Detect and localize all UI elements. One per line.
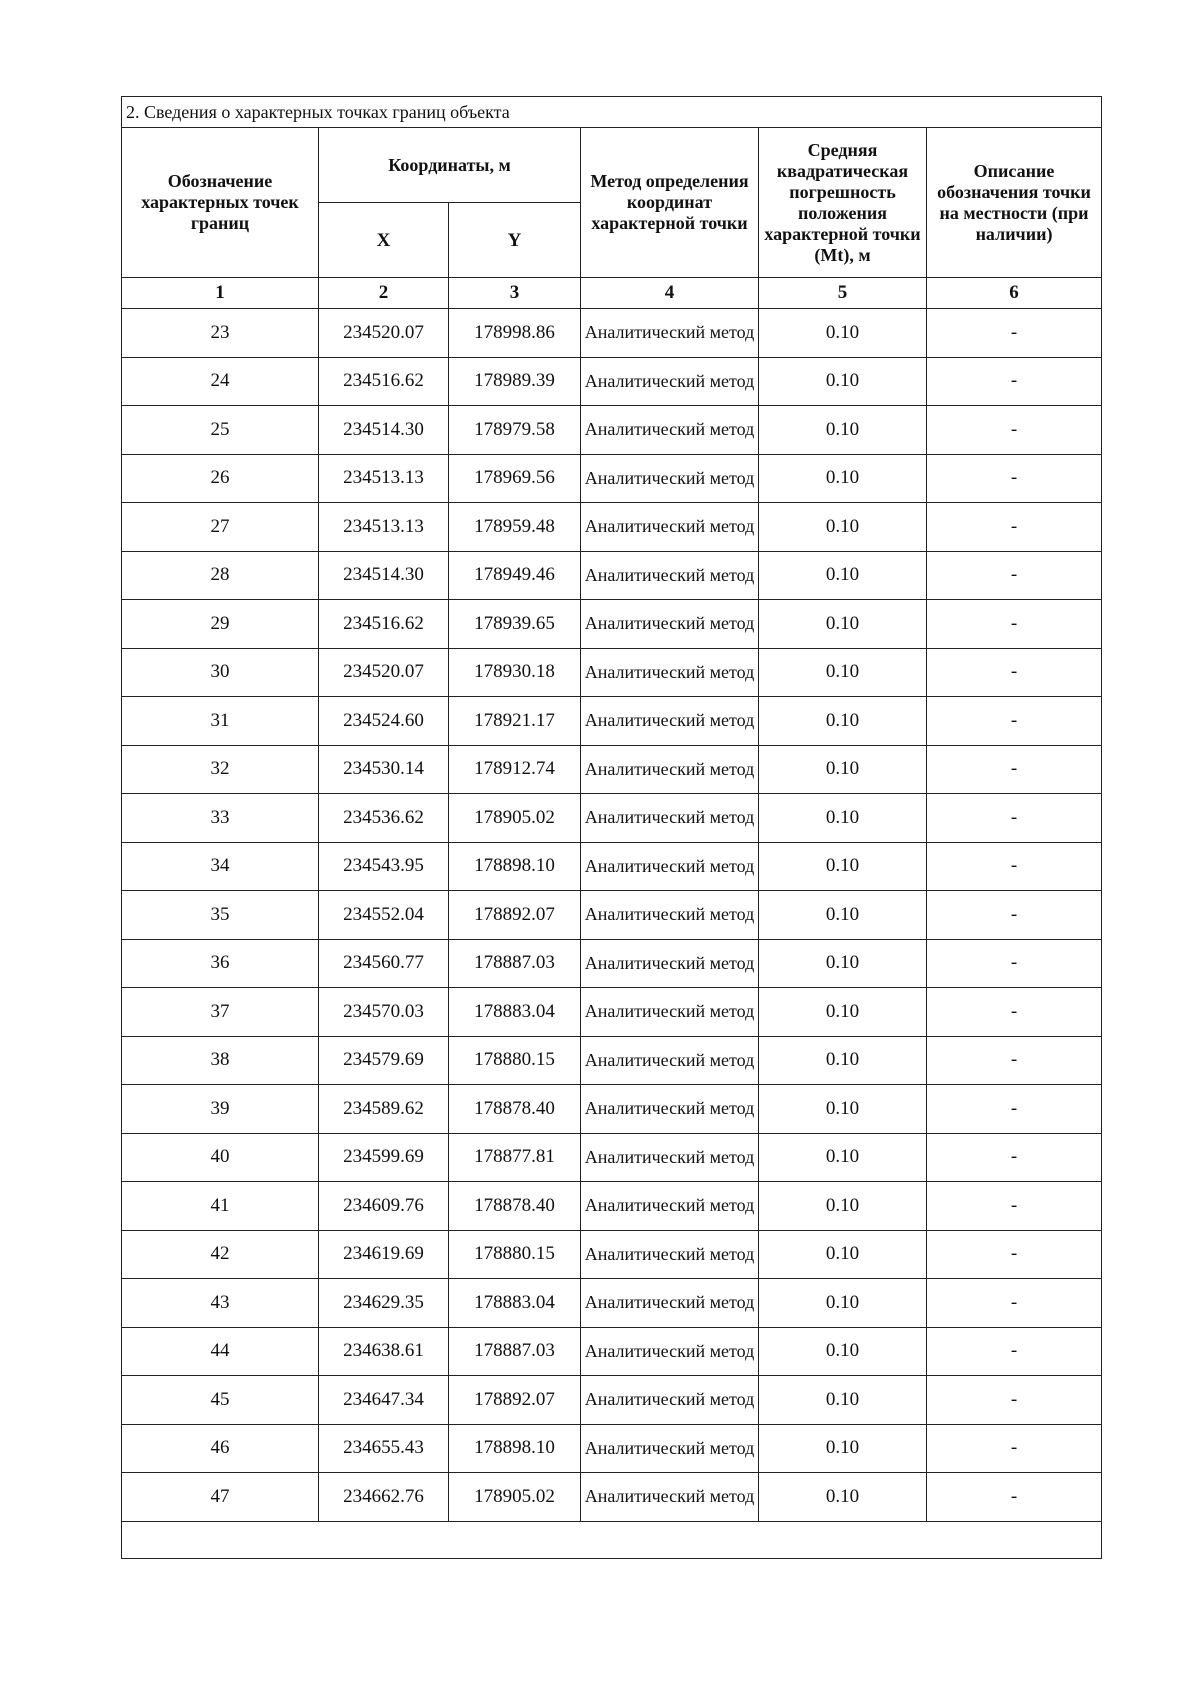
method-cell: Аналитический метод (581, 1376, 759, 1425)
description-cell: - (927, 697, 1102, 746)
column-numbers-row (122, 278, 1102, 309)
method-cell: Аналитический метод (581, 1327, 759, 1376)
point-number-cell: 30 (122, 648, 319, 697)
point-number-cell: 46 (122, 1424, 319, 1473)
column-number: 4 (581, 278, 759, 309)
method-cell: Аналитический метод (581, 1279, 759, 1328)
table-row (122, 1327, 1102, 1376)
point-number-cell: 29 (122, 600, 319, 649)
description-cell: - (927, 503, 1102, 552)
error-cell: 0.10 (759, 794, 927, 843)
y-coordinate-cell: 178969.56 (449, 454, 581, 503)
y-coordinate-cell: 178887.03 (449, 1327, 581, 1376)
description-cell: - (927, 309, 1102, 358)
x-coordinate-cell: 234638.61 (319, 1327, 449, 1376)
table-row (122, 1085, 1102, 1134)
header-method: Метод определения координат характерной точки (581, 128, 759, 278)
point-number-cell: 31 (122, 697, 319, 746)
x-coordinate-cell: 234520.07 (319, 648, 449, 697)
y-coordinate-cell: 178878.40 (449, 1085, 581, 1134)
x-coordinate-cell: 234662.76 (319, 1473, 449, 1522)
table-row (122, 1376, 1102, 1425)
x-coordinate-cell: 234536.62 (319, 794, 449, 843)
error-cell: 0.10 (759, 1085, 927, 1134)
description-cell: - (927, 1133, 1102, 1182)
header-x: X (319, 203, 449, 278)
description-cell: - (927, 1230, 1102, 1279)
blank-row (122, 1521, 1102, 1558)
description-cell: - (927, 891, 1102, 940)
error-cell: 0.10 (759, 1473, 927, 1522)
table-row (122, 745, 1102, 794)
table-row (122, 454, 1102, 503)
description-cell: - (927, 648, 1102, 697)
x-coordinate-cell: 234655.43 (319, 1424, 449, 1473)
point-number-cell: 26 (122, 454, 319, 503)
column-number: 2 (319, 278, 449, 309)
y-coordinate-cell: 178892.07 (449, 1376, 581, 1425)
description-cell: - (927, 794, 1102, 843)
method-cell: Аналитический метод (581, 1230, 759, 1279)
table-row (122, 1279, 1102, 1328)
y-coordinate-cell: 178877.81 (449, 1133, 581, 1182)
table-row (122, 600, 1102, 649)
method-cell: Аналитический метод (581, 1182, 759, 1231)
y-coordinate-cell: 178887.03 (449, 939, 581, 988)
method-cell: Аналитический метод (581, 697, 759, 746)
description-cell: - (927, 406, 1102, 455)
table-row (122, 406, 1102, 455)
method-cell: Аналитический метод (581, 600, 759, 649)
x-coordinate-cell: 234579.69 (319, 1036, 449, 1085)
y-coordinate-cell: 178949.46 (449, 551, 581, 600)
y-coordinate-cell: 178898.10 (449, 842, 581, 891)
header-designation: Обозначение характерных точек границ (122, 128, 319, 278)
description-cell: - (927, 1376, 1102, 1425)
y-coordinate-cell: 178939.65 (449, 600, 581, 649)
error-cell: 0.10 (759, 1133, 927, 1182)
y-coordinate-cell: 178912.74 (449, 745, 581, 794)
x-coordinate-cell: 234513.13 (319, 503, 449, 552)
y-coordinate-cell: 178883.04 (449, 1279, 581, 1328)
table-row (122, 357, 1102, 406)
error-cell: 0.10 (759, 1279, 927, 1328)
y-coordinate-cell: 178989.39 (449, 357, 581, 406)
point-number-cell: 25 (122, 406, 319, 455)
table-row (122, 1424, 1102, 1473)
method-cell: Аналитический метод (581, 939, 759, 988)
error-cell: 0.10 (759, 454, 927, 503)
error-cell: 0.10 (759, 1424, 927, 1473)
description-cell: - (927, 842, 1102, 891)
table-row (122, 697, 1102, 746)
point-number-cell: 43 (122, 1279, 319, 1328)
table-row (122, 988, 1102, 1037)
y-coordinate-cell: 178979.58 (449, 406, 581, 455)
error-cell: 0.10 (759, 648, 927, 697)
header-coordinates: Координаты, м (319, 128, 581, 203)
x-coordinate-cell: 234516.62 (319, 600, 449, 649)
points-table (121, 96, 1102, 1559)
y-coordinate-cell: 178878.40 (449, 1182, 581, 1231)
table-row (122, 309, 1102, 358)
table-row (122, 842, 1102, 891)
point-number-cell: 47 (122, 1473, 319, 1522)
x-coordinate-cell: 234589.62 (319, 1085, 449, 1134)
method-cell: Аналитический метод (581, 1133, 759, 1182)
description-cell: - (927, 939, 1102, 988)
point-number-cell: 39 (122, 1085, 319, 1134)
point-number-cell: 44 (122, 1327, 319, 1376)
header-description: Описание обозначения точки на местности (при наличии) (927, 128, 1102, 278)
x-coordinate-cell: 234513.13 (319, 454, 449, 503)
error-cell: 0.10 (759, 551, 927, 600)
description-cell: - (927, 1473, 1102, 1522)
method-cell: Аналитический метод (581, 551, 759, 600)
error-cell: 0.10 (759, 988, 927, 1037)
table-row (122, 1133, 1102, 1182)
point-number-cell: 23 (122, 309, 319, 358)
error-cell: 0.10 (759, 600, 927, 649)
x-coordinate-cell: 234552.04 (319, 891, 449, 940)
y-coordinate-cell: 178880.15 (449, 1230, 581, 1279)
method-cell: Аналитический метод (581, 357, 759, 406)
x-coordinate-cell: 234609.76 (319, 1182, 449, 1231)
x-coordinate-cell: 234514.30 (319, 406, 449, 455)
method-cell: Аналитический метод (581, 406, 759, 455)
description-cell: - (927, 745, 1102, 794)
description-cell: - (927, 1182, 1102, 1231)
method-cell: Аналитический метод (581, 1424, 759, 1473)
point-number-cell: 41 (122, 1182, 319, 1231)
x-coordinate-cell: 234530.14 (319, 745, 449, 794)
y-coordinate-cell: 178921.17 (449, 697, 581, 746)
method-cell: Аналитический метод (581, 503, 759, 552)
table-row (122, 648, 1102, 697)
table-row (122, 891, 1102, 940)
x-coordinate-cell: 234647.34 (319, 1376, 449, 1425)
method-cell: Аналитический метод (581, 1085, 759, 1134)
table-row (122, 794, 1102, 843)
method-cell: Аналитический метод (581, 309, 759, 358)
description-cell: - (927, 988, 1102, 1037)
method-cell: Аналитический метод (581, 1036, 759, 1085)
column-number: 5 (759, 278, 927, 309)
error-cell: 0.10 (759, 745, 927, 794)
point-number-cell: 42 (122, 1230, 319, 1279)
x-coordinate-cell: 234524.60 (319, 697, 449, 746)
description-cell: - (927, 600, 1102, 649)
table-row (122, 503, 1102, 552)
description-cell: - (927, 1327, 1102, 1376)
header-row (122, 128, 1102, 203)
x-coordinate-cell: 234516.62 (319, 357, 449, 406)
method-cell: Аналитический метод (581, 891, 759, 940)
x-coordinate-cell: 234520.07 (319, 309, 449, 358)
point-number-cell: 38 (122, 1036, 319, 1085)
x-coordinate-cell: 234570.03 (319, 988, 449, 1037)
table-row (122, 939, 1102, 988)
description-cell: - (927, 1424, 1102, 1473)
error-cell: 0.10 (759, 357, 927, 406)
section-title: 2. Сведения о характерных точках границ объекта (122, 97, 1102, 128)
description-cell: - (927, 551, 1102, 600)
error-cell: 0.10 (759, 1182, 927, 1231)
x-coordinate-cell: 234560.77 (319, 939, 449, 988)
table-row (122, 1230, 1102, 1279)
document-sheet (121, 96, 1101, 1559)
error-cell: 0.10 (759, 1036, 927, 1085)
point-number-cell: 28 (122, 551, 319, 600)
method-cell: Аналитический метод (581, 454, 759, 503)
description-cell: - (927, 1085, 1102, 1134)
error-cell: 0.10 (759, 1327, 927, 1376)
method-cell: Аналитический метод (581, 842, 759, 891)
point-number-cell: 27 (122, 503, 319, 552)
point-number-cell: 37 (122, 988, 319, 1037)
table-row (122, 1473, 1102, 1522)
x-coordinate-cell: 234543.95 (319, 842, 449, 891)
description-cell: - (927, 454, 1102, 503)
x-coordinate-cell: 234619.69 (319, 1230, 449, 1279)
y-coordinate-cell: 178892.07 (449, 891, 581, 940)
error-cell: 0.10 (759, 1230, 927, 1279)
description-cell: - (927, 1279, 1102, 1328)
error-cell: 0.10 (759, 842, 927, 891)
y-coordinate-cell: 178998.86 (449, 309, 581, 358)
error-cell: 0.10 (759, 406, 927, 455)
method-cell: Аналитический метод (581, 1473, 759, 1522)
error-cell: 0.10 (759, 503, 927, 552)
caption-row (122, 97, 1102, 128)
table-row (122, 1036, 1102, 1085)
table-body (122, 309, 1102, 1522)
x-coordinate-cell: 234629.35 (319, 1279, 449, 1328)
x-coordinate-cell: 234514.30 (319, 551, 449, 600)
column-number: 1 (122, 278, 319, 309)
y-coordinate-cell: 178883.04 (449, 988, 581, 1037)
method-cell: Аналитический метод (581, 745, 759, 794)
error-cell: 0.10 (759, 697, 927, 746)
y-coordinate-cell: 178930.18 (449, 648, 581, 697)
x-coordinate-cell: 234599.69 (319, 1133, 449, 1182)
error-cell: 0.10 (759, 309, 927, 358)
point-number-cell: 40 (122, 1133, 319, 1182)
y-coordinate-cell: 178898.10 (449, 1424, 581, 1473)
point-number-cell: 35 (122, 891, 319, 940)
column-number: 6 (927, 278, 1102, 309)
point-number-cell: 45 (122, 1376, 319, 1425)
y-coordinate-cell: 178880.15 (449, 1036, 581, 1085)
y-coordinate-cell: 178905.02 (449, 794, 581, 843)
header-y: Y (449, 203, 581, 278)
blank-cell (122, 1521, 1102, 1558)
point-number-cell: 34 (122, 842, 319, 891)
method-cell: Аналитический метод (581, 988, 759, 1037)
description-cell: - (927, 1036, 1102, 1085)
y-coordinate-cell: 178905.02 (449, 1473, 581, 1522)
error-cell: 0.10 (759, 1376, 927, 1425)
method-cell: Аналитический метод (581, 794, 759, 843)
table-row (122, 551, 1102, 600)
error-cell: 0.10 (759, 939, 927, 988)
y-coordinate-cell: 178959.48 (449, 503, 581, 552)
header-error: Средняя квадратическая погрешность положения характерной точки (Mt), м (759, 128, 927, 278)
error-cell: 0.10 (759, 891, 927, 940)
column-number: 3 (449, 278, 581, 309)
table-row (122, 1182, 1102, 1231)
method-cell: Аналитический метод (581, 648, 759, 697)
point-number-cell: 32 (122, 745, 319, 794)
description-cell: - (927, 357, 1102, 406)
point-number-cell: 33 (122, 794, 319, 843)
point-number-cell: 36 (122, 939, 319, 988)
point-number-cell: 24 (122, 357, 319, 406)
